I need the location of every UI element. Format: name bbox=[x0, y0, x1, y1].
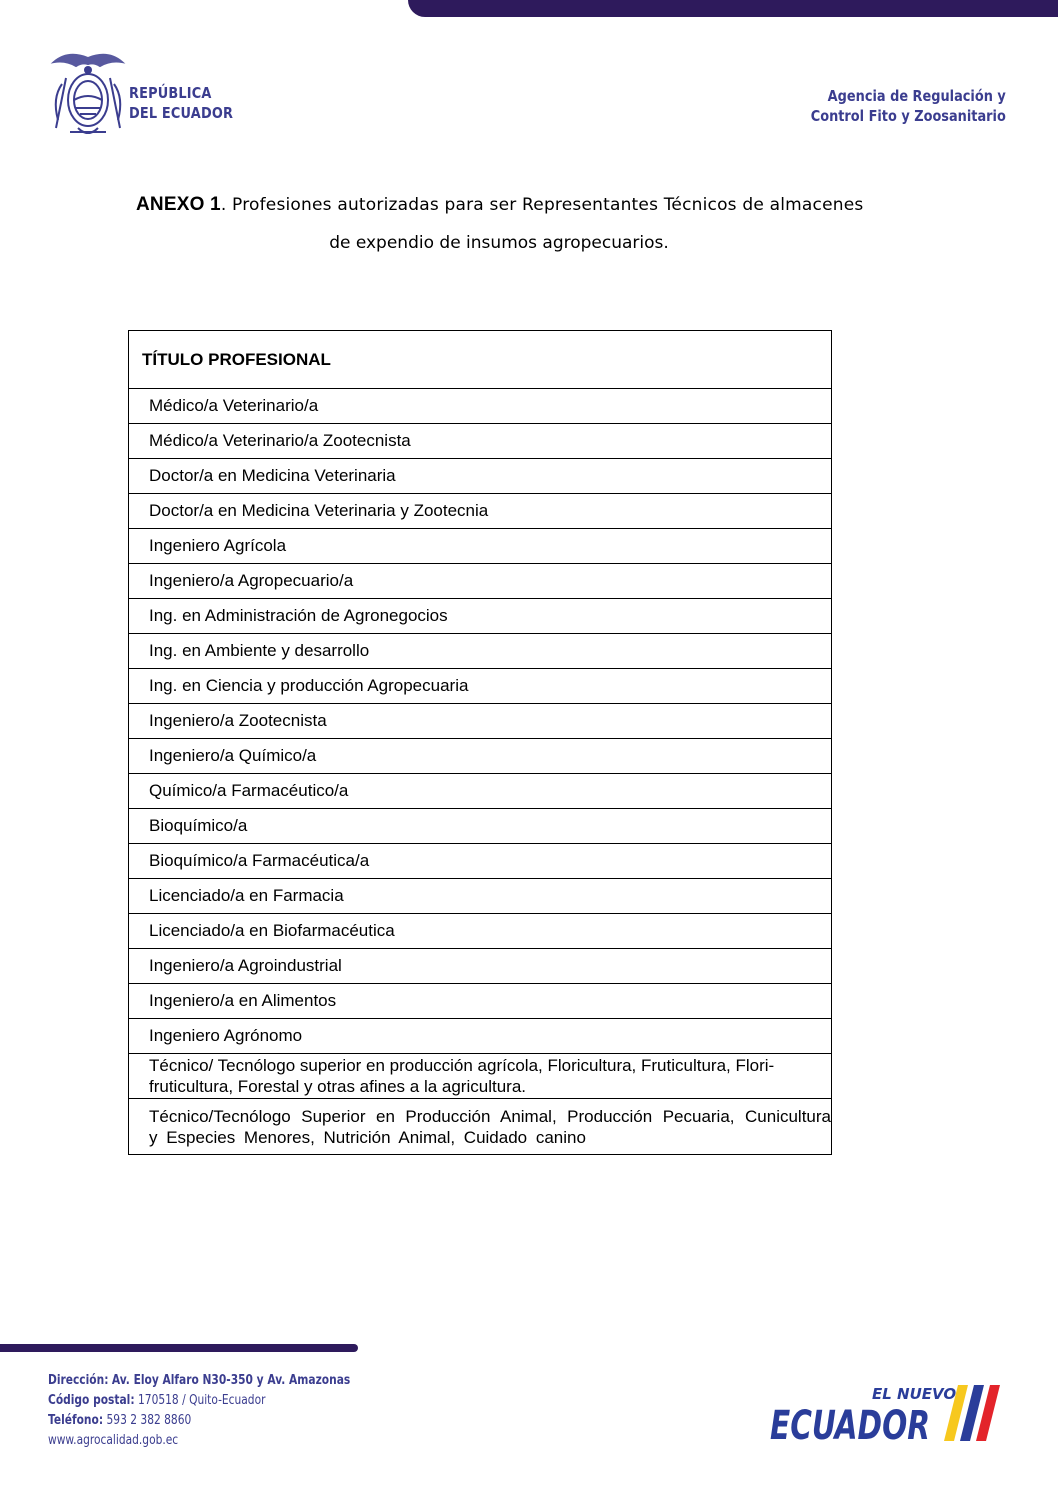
table-cell: Ingeniero/a Agroindustrial bbox=[129, 949, 832, 984]
table-row bbox=[129, 564, 832, 599]
table-row bbox=[129, 529, 832, 564]
table-row bbox=[129, 879, 832, 914]
top-decorative-bar bbox=[408, 0, 1058, 17]
table-row bbox=[129, 494, 832, 529]
republica-ecuador-logo bbox=[48, 48, 248, 143]
agency-name-line1: Agencia de Regulación y bbox=[827, 87, 1006, 105]
table-cell: Licenciado/a en Biofarmacéutica bbox=[129, 914, 832, 949]
table-row bbox=[129, 704, 832, 739]
professions-table bbox=[128, 330, 832, 1155]
table-row bbox=[129, 949, 832, 984]
country-name-line1: REPÚBLICA bbox=[129, 84, 212, 102]
table-cell: Médico/a Veterinario/a bbox=[129, 389, 832, 424]
table-cell: Ingeniero/a Agropecuario/a bbox=[129, 564, 832, 599]
bottom-decorative-bar bbox=[0, 1344, 358, 1352]
document-title bbox=[136, 186, 864, 262]
table-cell: Ing. en Administración de Agronegocios bbox=[129, 599, 832, 634]
table-cell: Ingeniero Agrícola bbox=[129, 529, 832, 564]
table-row bbox=[129, 424, 832, 459]
table-row bbox=[129, 1099, 832, 1155]
title-line1: . Profesiones autorizadas para ser Representantes Técnicos de almacenes bbox=[220, 195, 864, 215]
table-row bbox=[129, 984, 832, 1019]
table-row bbox=[129, 634, 832, 669]
table-cell: Químico/a Farmacéutico/a bbox=[129, 774, 832, 809]
table-row bbox=[129, 739, 832, 774]
table-cell: Técnico/Tecnólogo Superior en Producción Animal, Producción Pecuaria, Cunicultura y Especies Menores, Nutrición Animal, Cuidado canino bbox=[129, 1099, 832, 1155]
footer-address: Dirección: Av. Eloy Alfaro N30-350 y Av. Amazonas bbox=[48, 1373, 351, 1388]
table-row bbox=[129, 844, 832, 879]
table-row bbox=[129, 669, 832, 704]
brand-big-text: ECUADOR bbox=[770, 1403, 930, 1447]
table-cell: Médico/a Veterinario/a Zootecnista bbox=[129, 424, 832, 459]
table-cell: Bioquímico/a Farmacéutica/a bbox=[129, 844, 832, 879]
table-row bbox=[129, 599, 832, 634]
table-cell: Doctor/a en Medicina Veterinaria bbox=[129, 459, 832, 494]
title-line2: de expendio de insumos agropecuarios. bbox=[329, 233, 669, 253]
table-row bbox=[129, 1054, 832, 1099]
footer-phone: Teléfono: 593 2 382 8860 bbox=[48, 1413, 192, 1428]
table-cell: Técnico/ Tecnólogo superior en producción agrícola, Floricultura, Fruticultura, Flori-fruticultura, Forestal y otras afines a la agricultura. bbox=[129, 1054, 832, 1099]
table-row bbox=[129, 809, 832, 844]
table-cell: Licenciado/a en Farmacia bbox=[129, 879, 832, 914]
table-cell: Ing. en Ciencia y producción Agropecuaria bbox=[129, 669, 832, 704]
agency-name bbox=[811, 86, 1006, 126]
coat-of-arms-icon bbox=[48, 48, 128, 140]
brand-small-text: EL NUEVO bbox=[872, 1385, 957, 1403]
table-cell: Bioquímico/a bbox=[129, 809, 832, 844]
el-nuevo-ecuador-logo bbox=[768, 1381, 1008, 1447]
annex-label: ANEXO 1 bbox=[136, 194, 221, 215]
table-cell: Ingeniero/a en Alimentos bbox=[129, 984, 832, 1019]
table-header-row bbox=[129, 331, 832, 389]
table-cell: Ingeniero Agrónomo bbox=[129, 1019, 832, 1054]
table-row bbox=[129, 389, 832, 424]
table-cell: Ingeniero/a Zootecnista bbox=[129, 704, 832, 739]
table-row bbox=[129, 914, 832, 949]
table-row bbox=[129, 1019, 832, 1054]
country-name-line2: DEL ECUADOR bbox=[129, 104, 234, 122]
footer-contact bbox=[48, 1371, 350, 1451]
table-row bbox=[129, 774, 832, 809]
table-header: TÍTULO PROFESIONAL bbox=[129, 331, 832, 389]
footer-postal: Código postal: 170518 / Quito-Ecuador bbox=[48, 1393, 266, 1408]
agency-name-line2: Control Fito y Zoosanitario bbox=[810, 107, 1006, 125]
footer-website: www.agrocalidad.gob.ec bbox=[48, 1433, 179, 1448]
table-cell: Doctor/a en Medicina Veterinaria y Zootecnia bbox=[129, 494, 832, 529]
table-cell: Ingeniero/a Químico/a bbox=[129, 739, 832, 774]
table-cell: Ing. en Ambiente y desarrollo bbox=[129, 634, 832, 669]
table-row bbox=[129, 459, 832, 494]
